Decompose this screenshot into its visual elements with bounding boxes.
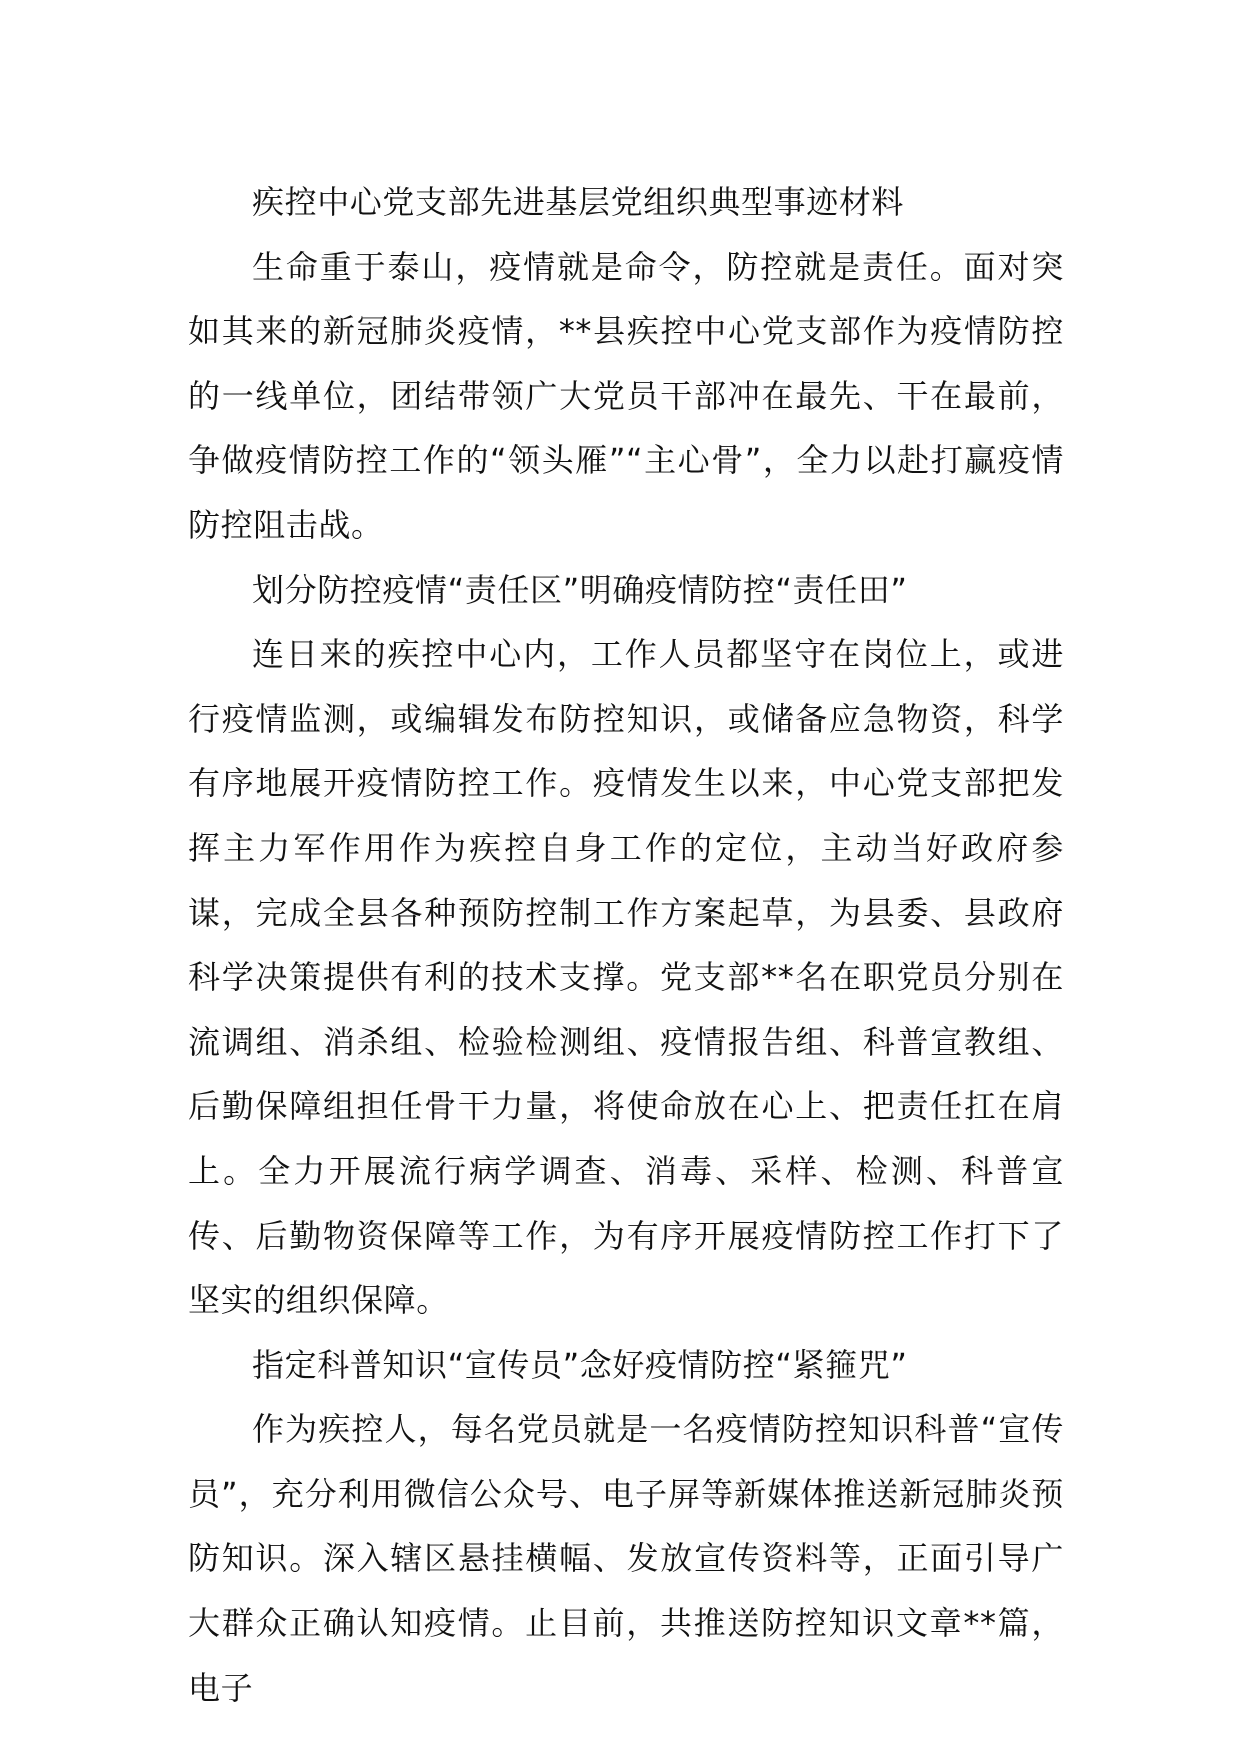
section-2-paragraph: 作为疾控人，每名党员就是一名疫情防控知识科普“宣传员”，充分利用微信公众号、电子屏等新媒体推送新冠肺炎预防知识。深入辖区悬挂横幅、发放宣传资料等，正面引导广大群众正确认知疫情。止目前，共推送防控知识文章**篇，电子 <box>188 1410 1064 1707</box>
section-1-heading: 划分防控疫情“责任区”明确疫情防控“责任田” <box>252 570 908 609</box>
document-body <box>188 170 1064 1720</box>
document-title: 疾控中心党支部先进基层党组织典型事迹材料 <box>252 183 905 221</box>
section-2-heading: 指定科普知识“宣传员”念好疫情防控“紧箍咒” <box>252 1345 908 1384</box>
intro-paragraph: 生命重于泰山，疫情就是命令，防控就是责任。面对突如其来的新冠肺炎疫情，**县疾控中心党支部作为疫情防控的一线单位，团结带领广大党员干部冲在最先、干在最前，争做疫情防控工作的“领头雁”“主心骨”，全力以赴打赢疫情防控阻击战。 <box>188 247 1064 544</box>
section-1-paragraph: 连日来的疾控中心内，工作人员都坚守在岗位上，或进行疫情监测，或编辑发布防控知识，或储备应急物资，科学有序地展开疫情防控工作。疫情发生以来，中心党支部把发挥主力军作用作为疾控自身工作的定位，主动当好政府参谋，完成全县各种预防控制工作方案起草，为县委、县政府科学决策提供有利的技术支撑。党支部**名在职党员分别在流调组、消杀组、检验检测组、疫情报告组、科普宣教组、后勤保障组担任骨干力量，将使命放在心上、把责任扛在肩上。全力开展流行病学调查、消毒、采样、检测、科普宣传、后勤物资保障等工作，为有序开展疫情防控工作打下了坚实的组织保障。 <box>188 635 1064 1320</box>
